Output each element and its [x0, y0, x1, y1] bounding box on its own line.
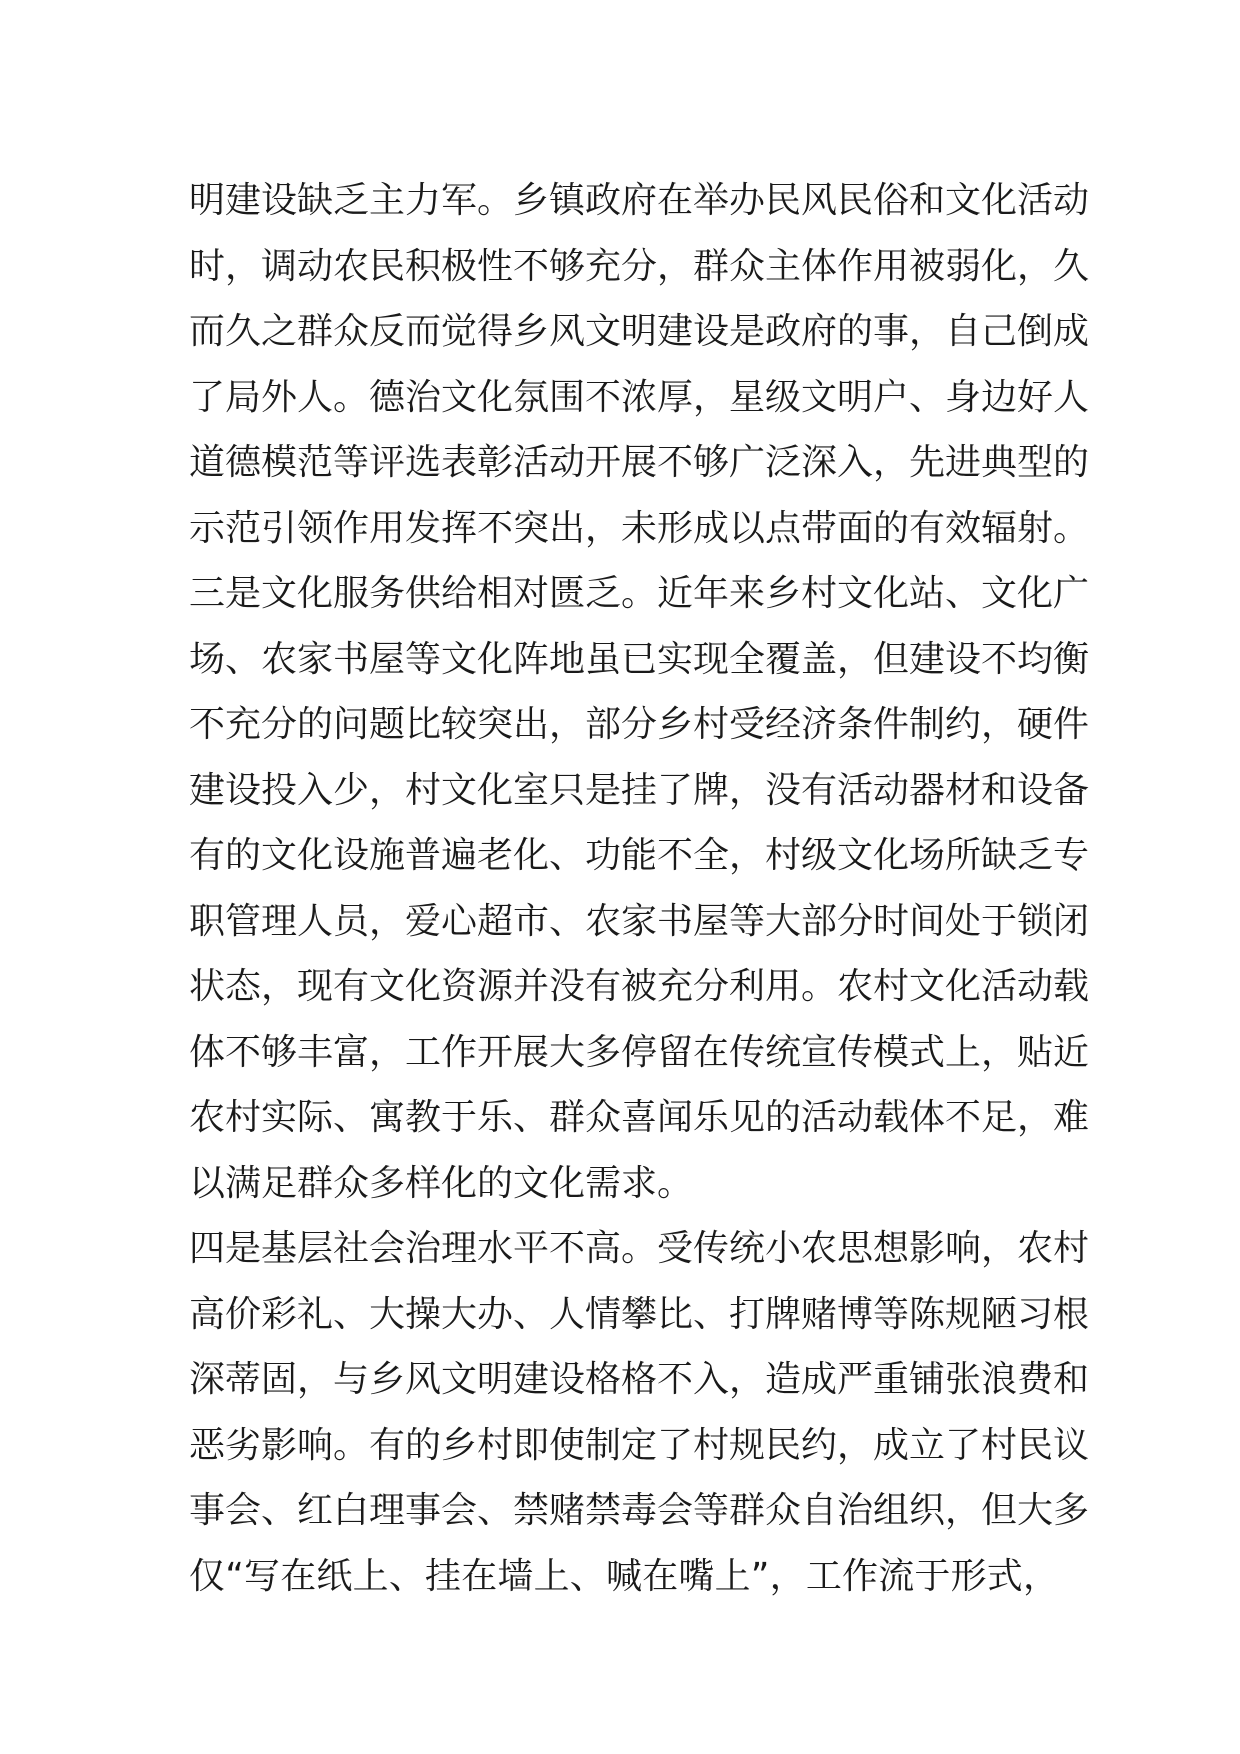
text-line: 道德模范等评选表彰活动开展不够广泛深入，先进典型的 — [189, 442, 1090, 483]
text-line: 场、农家书屋等文化阵地虽已实现全覆盖，但建设不均衡 — [189, 638, 1090, 680]
text-line: 三是文化服务供给相对匮乏。近年来乡村文化站、文化广 — [189, 573, 1090, 614]
text-line: 事会、红白理事会、禁赌禁毒会等群众自治组织，但大多 — [189, 1490, 1090, 1531]
text-line: 体不够丰富，工作开展大多停留在传统宣传模式上，贴近 — [189, 1031, 1090, 1073]
text-line: 不充分的问题比较突出，部分乡村受经济条件制约，硬件 — [189, 704, 1090, 745]
text-line: 示范引领作用发挥不突出，未形成以点带面的有效辐射。 — [189, 507, 1090, 549]
text-line: 建设投入少，村文化室只是挂了牌，没有活动器材和设备 — [189, 769, 1090, 811]
text-line: 农村实际、寓教于乐、群众喜闻乐见的活动载体不足，难 — [189, 1097, 1090, 1138]
text-line: 有的文化设施普遍老化、功能不全，村级文化场所缺乏专 — [189, 835, 1090, 876]
text-line: 恶劣影响。有的乡村即使制定了村规民约，成立了村民议 — [189, 1424, 1090, 1466]
text-line: 明建设缺乏主力军。乡镇政府在举办民风民俗和文化活动 — [189, 180, 1090, 221]
text-line: 状态，现有文化资源并没有被充分利用。农村文化活动载 — [189, 966, 1090, 1007]
text-line: 了局外人。德治文化氛围不浓厚，星级文明户、身边好人 — [189, 376, 1090, 418]
text-line: 以满足群众多样化的文化需求。 — [189, 1162, 694, 1204]
text-line: 职管理人员，爱心超市、农家书屋等大部分时间处于锁闭 — [189, 900, 1090, 942]
text-line: 时，调动农民积极性不够充分，群众主体作用被弱化，久 — [189, 245, 1090, 287]
text-line: 深蒂固，与乡风文明建设格格不入，造成严重铺张浪费和 — [189, 1359, 1090, 1400]
text-line: 仅“写在纸上、挂在墙上、喊在嘴上”，工作流于形式， — [189, 1555, 1059, 1597]
document-body — [189, 168, 1090, 1609]
text-line: 四是基层社会治理水平不高。受传统小农思想影响，农村 — [189, 1228, 1090, 1269]
text-line: 而久之群众反而觉得乡风文明建设是政府的事，自己倒成 — [189, 311, 1090, 352]
text-line: 高价彩礼、大操大办、人情攀比、打牌赌博等陈规陋习根 — [189, 1293, 1090, 1335]
